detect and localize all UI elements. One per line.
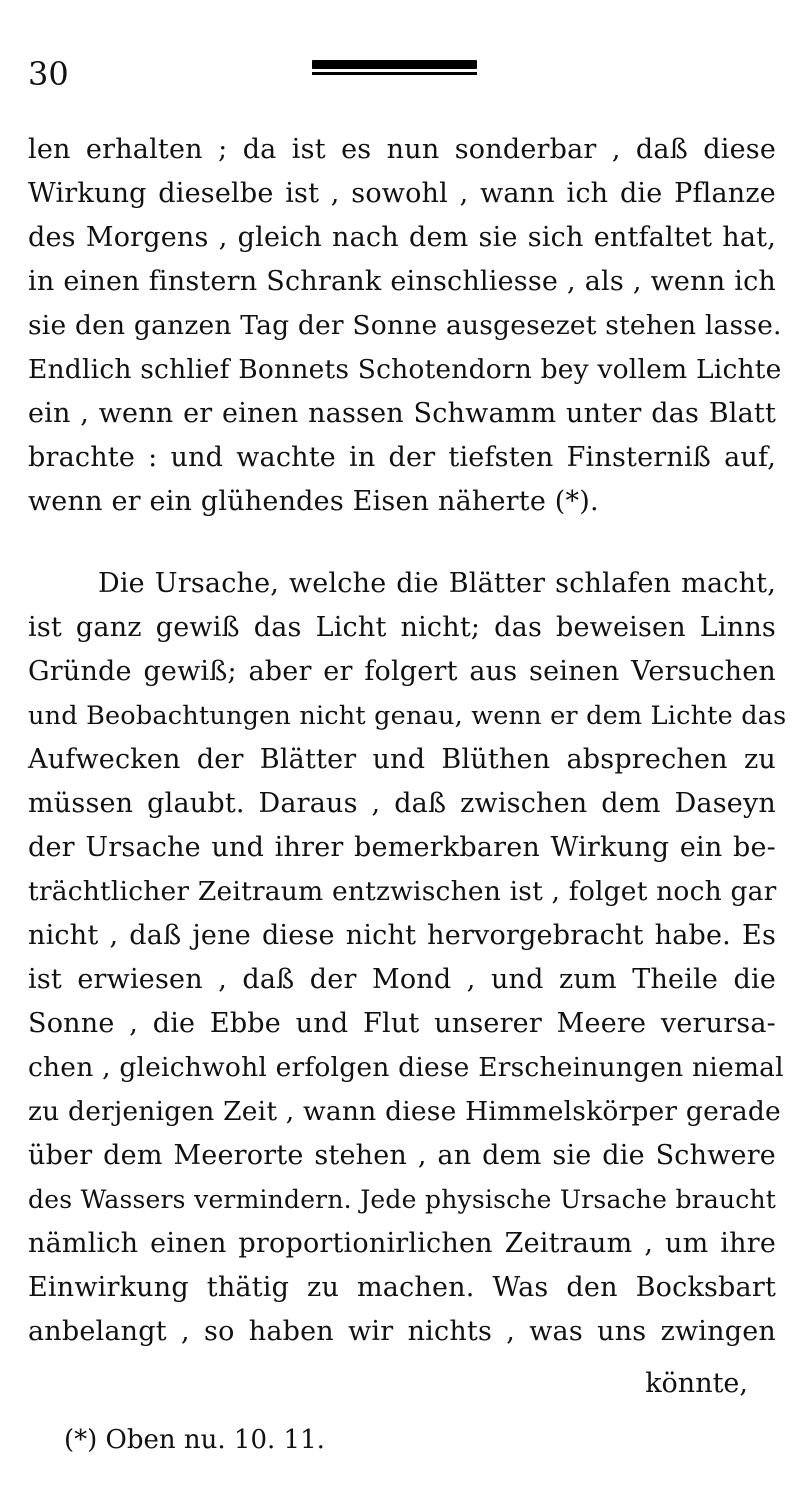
- text-line: und Beobachtungen nicht genau, wenn er dem Lichte das: [28, 701, 787, 731]
- text-line: Einwirkung thätig zu machen. Was den Bocksbart: [28, 1272, 776, 1303]
- text-line: Gründe gewiß; aber er folgert aus seinen Versuchen: [28, 656, 776, 687]
- text-line: len erhalten ; da ist es nun sonderbar , daß diese: [28, 134, 776, 165]
- text-line: chen , gleichwohl erfolgen diese Erscheinungen niemal: [28, 1052, 784, 1083]
- text-line: der Ursache und ihrer bemerkbaren Wirkung ein be-: [28, 832, 776, 863]
- text-line: brachte : und wachte in der tiefsten Finsterniß auf,: [28, 442, 776, 473]
- footnote: (*) Oben nu. 10. 11.: [64, 1425, 325, 1455]
- catchword: könnte,: [645, 1368, 748, 1399]
- header-rule-thin: [312, 72, 477, 75]
- text-line: anbelangt , so haben wir nichts , was uns zwingen: [28, 1316, 776, 1347]
- text-line: in einen finstern Schrank einschliesse , als , wenn ich: [28, 266, 776, 297]
- text-line: müssen glaubt. Daraus , daß zwischen dem Daseyn: [28, 788, 776, 819]
- text-line: Endlich schlief Bonnets Schotendorn bey vollem Lichte: [28, 354, 782, 385]
- text-line: Wirkung dieselbe ist , sowohl , wann ich die Pflanze: [28, 178, 776, 209]
- text-line: nämlich einen proportionirlichen Zeitraum , um ihre: [28, 1228, 776, 1259]
- paragraph-2: [28, 562, 787, 1354]
- paragraph-1: [28, 128, 782, 524]
- text-line: des Wassers vermindern. Jede physische Ursache braucht: [28, 1185, 776, 1214]
- header-rule-thick: [312, 60, 477, 69]
- text-line: des Morgens , gleich nach dem sie sich entfaltet hat,: [28, 222, 776, 253]
- text-line: zu derjenigen Zeit , wann diese Himmelskörper gerade: [28, 1096, 781, 1127]
- text-line: Sonne , die Ebbe und Flut unserer Meere verursa-: [28, 1008, 776, 1039]
- header-rule: [312, 60, 477, 76]
- text-line: ist erwiesen , daß der Mond , und zum Theile die: [28, 964, 776, 995]
- text-line: nicht , daß jene diese nicht hervorgebracht habe. Es: [28, 920, 776, 951]
- text-line: über dem Meerorte stehen , an dem sie die Schwere: [28, 1140, 776, 1171]
- text-line: sie den ganzen Tag der Sonne ausgesezet stehen lasse.: [28, 310, 782, 341]
- text-line: ein , wenn er einen nassen Schwamm unter das Blatt: [28, 398, 776, 429]
- text-line: Die Ursache, welche die Blätter schlafen macht,: [98, 568, 776, 599]
- text-line: trächtlicher Zeitraum entzwischen ist , folget noch gar: [28, 876, 777, 907]
- text-line: wenn er ein glühendes Eisen näherte (*).: [28, 486, 599, 517]
- text-line: ist ganz gewiß das Licht nicht; das beweisen Linns: [28, 612, 776, 643]
- text-line: Aufwecken der Blätter und Blüthen absprechen zu: [28, 744, 776, 775]
- page-number: 30: [28, 55, 69, 93]
